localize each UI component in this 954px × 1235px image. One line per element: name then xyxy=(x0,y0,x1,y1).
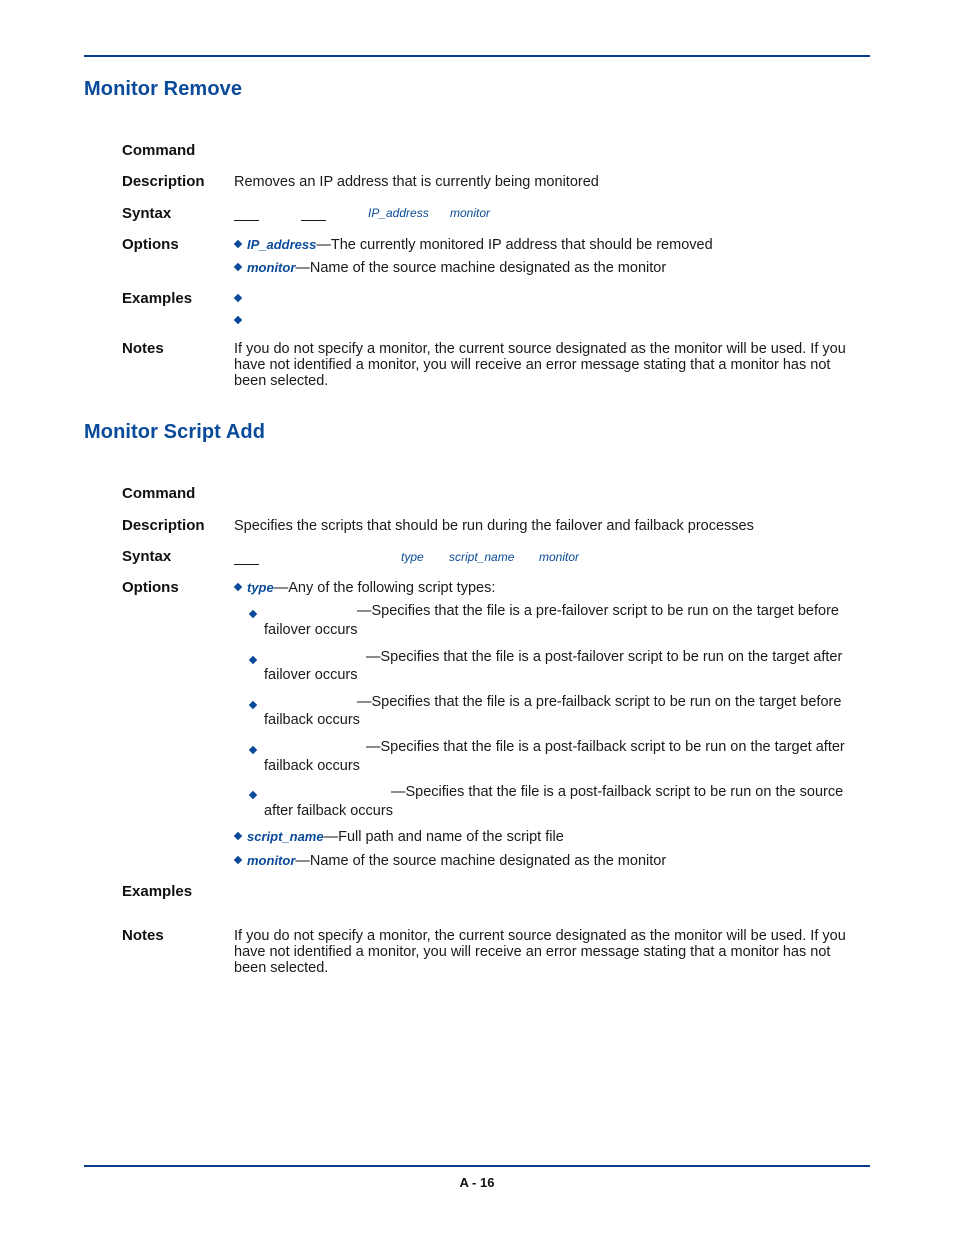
option-item xyxy=(234,237,713,253)
label-description: Description xyxy=(122,173,205,190)
label-options: Options xyxy=(122,236,179,253)
label-syntax: Syntax xyxy=(122,548,172,565)
example-item xyxy=(234,313,247,329)
option-term: monitor xyxy=(247,260,296,275)
bullet-icon xyxy=(234,294,242,302)
type-item-text-cont: failback occurs xyxy=(264,712,360,728)
label-examples: Examples xyxy=(122,290,193,307)
type-item-text: —Specifies that the file is a pre-failback script to be run on the target before xyxy=(357,694,842,710)
bullet-icon xyxy=(234,316,242,324)
sub-bullet-icon xyxy=(249,606,262,624)
option-item xyxy=(234,260,666,276)
page-number: A - 16 xyxy=(459,1175,495,1190)
type-item-text: —Specifies that the file is a post-failback script to be run on the source xyxy=(391,784,844,800)
section-heading-monitor-remove: Monitor Remove xyxy=(84,78,243,100)
type-item-text: —Specifies that the file is a post-failback script to be run on the target after xyxy=(366,739,845,755)
label-notes: Notes xyxy=(122,340,164,357)
type-item-text: —Specifies that the file is a post-failover script to be run on the target after xyxy=(366,649,843,665)
syntax-param-script-name: script_name xyxy=(449,550,515,564)
bottom-rule xyxy=(84,1165,870,1167)
type-item-text: —Specifies that the file is a pre-failover script to be run on the target before xyxy=(357,603,839,619)
syntax-blank xyxy=(234,220,259,221)
section-heading-monitor-script-add: Monitor Script Add xyxy=(84,421,266,443)
sub-bullet-icon xyxy=(249,742,262,760)
label-examples: Examples xyxy=(122,883,193,900)
option-item xyxy=(234,853,666,869)
example-item xyxy=(234,291,247,307)
label-description: Description xyxy=(122,517,205,534)
notes-text: If you do not specify a monitor, the current source designated as the monitor will be used. If you have not identified a monitor, you will receive an error message stating that a monitor has not been selected. xyxy=(234,928,846,976)
description-text: Specifies the scripts that should be run during the failover and failback processes xyxy=(234,518,754,534)
bullet-icon xyxy=(234,832,242,840)
syntax-blank xyxy=(234,564,259,565)
bullet-icon xyxy=(234,263,242,271)
option-item xyxy=(234,580,495,596)
option-text: —Full path and name of the script file xyxy=(323,829,564,845)
type-item-text-cont: failback occurs xyxy=(264,758,360,774)
label-options: Options xyxy=(122,579,179,596)
syntax-param-type: type xyxy=(401,550,424,564)
sub-bullet-icon xyxy=(249,697,262,715)
syntax-param-monitor: monitor xyxy=(450,206,491,220)
label-command: Command xyxy=(122,142,196,159)
option-text: —The currently monitored IP address that should be removed xyxy=(316,237,713,253)
option-item xyxy=(234,829,564,845)
top-rule xyxy=(84,55,870,57)
bullet-icon xyxy=(234,856,242,864)
type-item-text-cont: failover occurs xyxy=(264,667,358,683)
option-text: —Name of the source machine designated as the monitor xyxy=(295,853,667,869)
option-term: script_name xyxy=(247,829,324,844)
type-item-text-cont: after failback occurs xyxy=(264,803,393,819)
notes-text: If you do not specify a monitor, the current source designated as the monitor will be used. If you have not identified a monitor, you will receive an error message stating that a monitor has not been selected. xyxy=(234,341,846,389)
option-term: type xyxy=(247,580,274,595)
bullet-icon xyxy=(234,583,242,591)
bullet-icon xyxy=(234,240,242,248)
type-item-text-cont: failover occurs xyxy=(264,622,358,638)
option-text: —Any of the following script types: xyxy=(273,580,496,596)
syntax-param-ip-address: IP_address xyxy=(368,206,429,220)
sub-bullet-icon xyxy=(249,652,262,670)
label-command: Command xyxy=(122,485,196,502)
syntax-param-monitor: monitor xyxy=(539,550,580,564)
label-syntax: Syntax xyxy=(122,205,172,222)
option-term: IP_address xyxy=(247,237,317,252)
sub-bullet-icon xyxy=(249,787,262,805)
description-text: Removes an IP address that is currently being monitored xyxy=(234,174,599,190)
label-notes: Notes xyxy=(122,927,164,944)
option-term: monitor xyxy=(247,853,296,868)
option-text: —Name of the source machine designated as the monitor xyxy=(295,260,667,276)
syntax-blank xyxy=(301,220,326,221)
